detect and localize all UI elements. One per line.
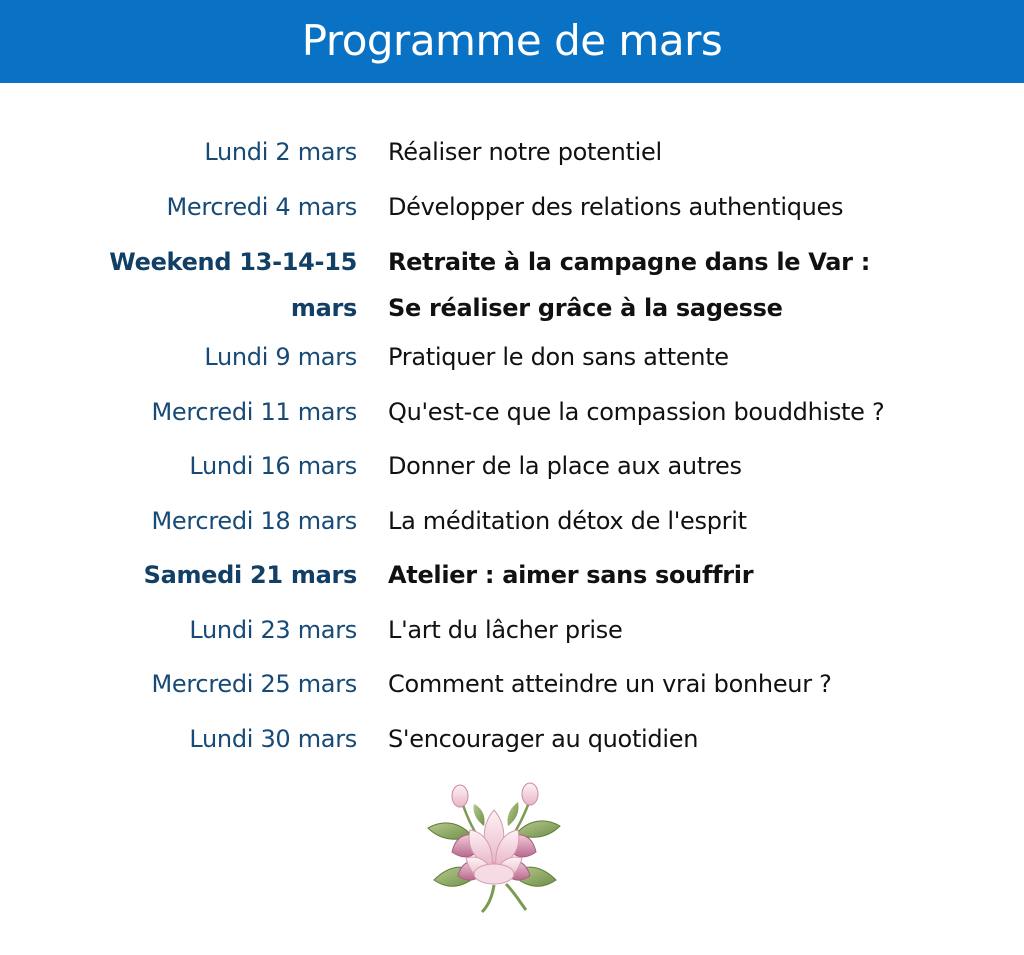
event-title: Atelier : aimer sans souffrir: [388, 561, 754, 589]
event-title: L'art du lâcher prise: [388, 615, 623, 644]
event-title: Pratiquer le don sans attente: [388, 343, 729, 371]
event-title-line: Se réaliser grâce à la sagesse: [388, 294, 783, 322]
event-date: Lundi 30 mars: [189, 724, 357, 753]
event-row: [0, 662, 1024, 717]
event-title: La méditation détox de l'esprit: [388, 506, 747, 535]
event-date: Lundi 23 mars: [189, 615, 357, 644]
event-date: Lundi 16 mars: [189, 452, 357, 480]
event-title-line: Retraite à la campagne dans le Var :: [388, 248, 871, 276]
event-row: [0, 130, 1024, 185]
event-date: Mercredi 4 mars: [166, 192, 357, 221]
event-date: [0, 239, 357, 331]
event-title: Qu'est-ce que la compassion bouddhiste ?: [388, 397, 885, 426]
event-row: [0, 335, 1024, 390]
event-title: Développer des relations authentiques: [388, 192, 844, 221]
page-header: [0, 0, 1024, 83]
event-title: S'encourager au quotidien: [388, 724, 699, 753]
event-date-line: mars: [290, 294, 357, 322]
event-date: Mercredi 25 mars: [151, 670, 357, 698]
event-date: Samedi 21 mars: [143, 561, 357, 589]
event-title: [388, 239, 870, 331]
event-schedule: [0, 130, 1024, 771]
event-row: [0, 444, 1024, 499]
event-date: Mercredi 11 mars: [151, 397, 357, 426]
event-row-highlight: [0, 239, 1024, 335]
lotus-flower-icon: [422, 780, 566, 920]
event-row-highlight: [0, 553, 1024, 608]
event-date-line: Weekend 13-14-15: [109, 248, 357, 276]
event-title: Réaliser notre potentiel: [388, 138, 662, 166]
event-title: Comment atteindre un vrai bonheur ?: [388, 670, 832, 698]
event-date: Lundi 2 mars: [204, 138, 357, 166]
event-date: Mercredi 18 mars: [151, 506, 357, 535]
event-row: [0, 499, 1024, 554]
event-title: Donner de la place aux autres: [388, 452, 742, 480]
page-title: Programme de mars: [301, 15, 723, 65]
event-row: [0, 185, 1024, 240]
event-row: [0, 717, 1024, 772]
event-date: Lundi 9 mars: [204, 343, 357, 371]
event-row: [0, 608, 1024, 663]
event-row: [0, 390, 1024, 445]
